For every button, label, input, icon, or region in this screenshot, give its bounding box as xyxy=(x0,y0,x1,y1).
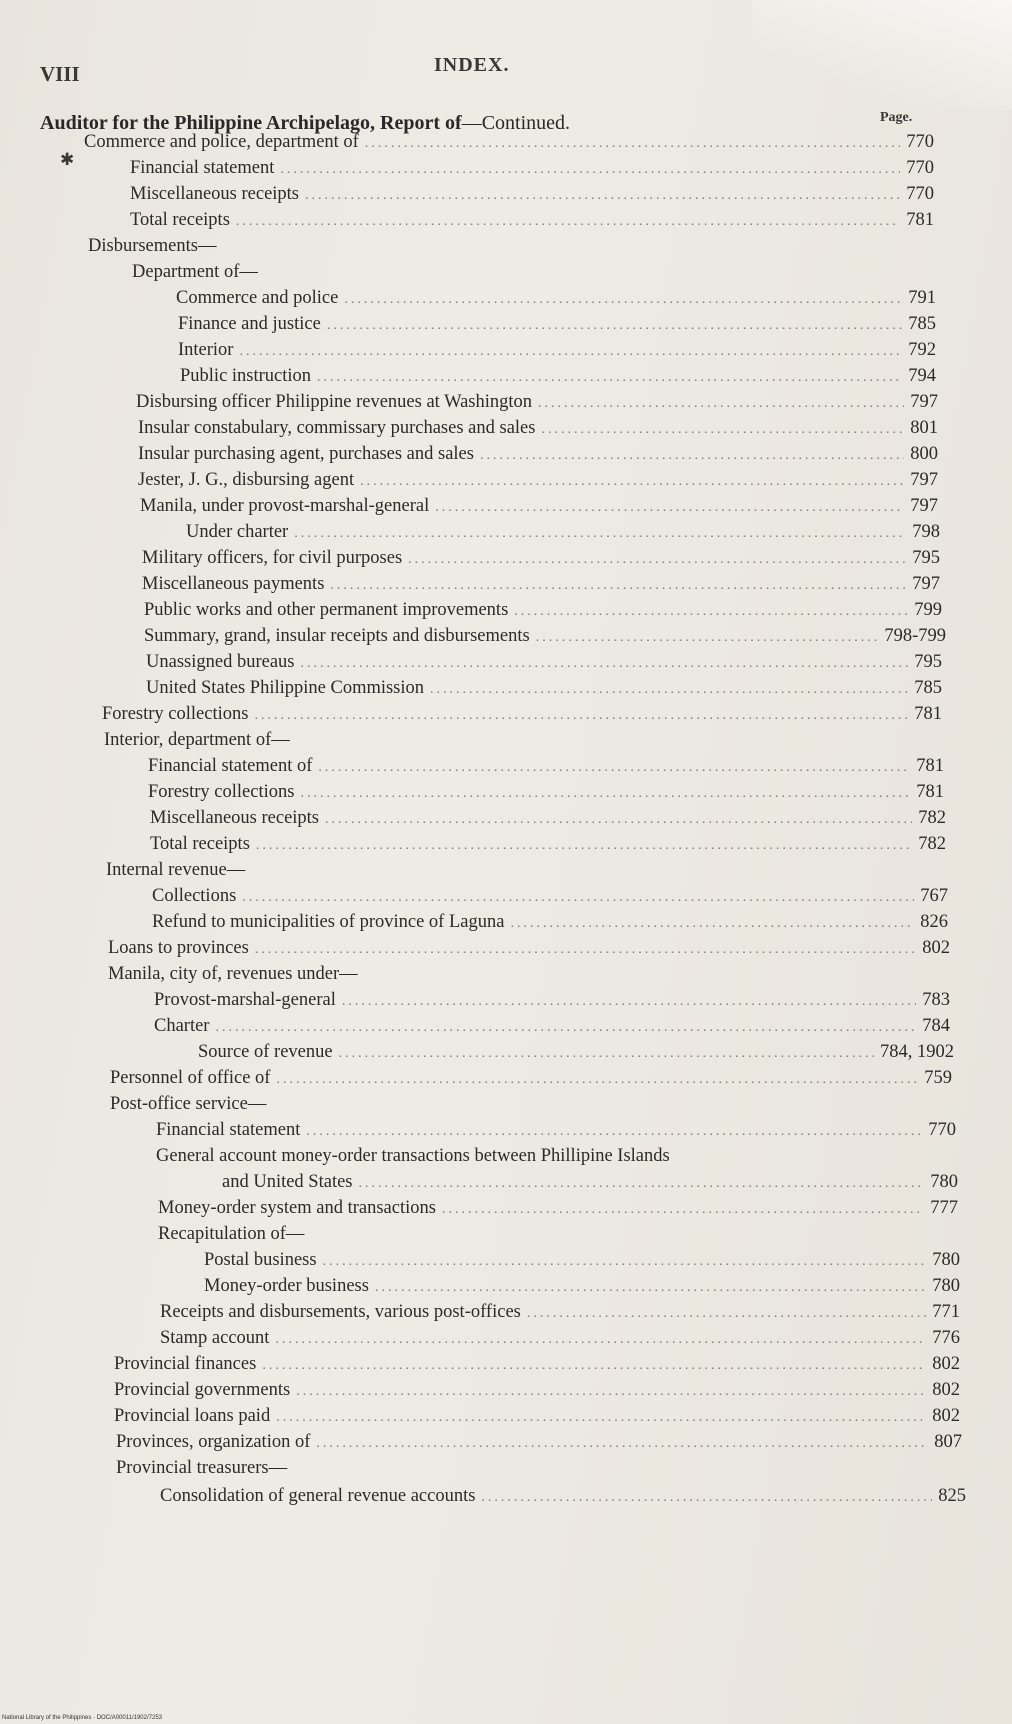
asterisk-marker-icon: ✱ xyxy=(60,150,75,169)
entry-label: Department of— xyxy=(132,262,258,282)
leader-dots xyxy=(330,578,906,594)
index-entry xyxy=(178,340,936,361)
entry-label: Disbursements— xyxy=(88,236,217,256)
index-entry xyxy=(144,626,946,647)
entry-page: 801 xyxy=(910,418,938,438)
entry-page: 784, 1902 xyxy=(880,1042,954,1062)
entry-page: 770 xyxy=(906,184,934,204)
index-entry-heading xyxy=(110,1094,952,1115)
entry-page: 800 xyxy=(910,444,938,464)
entry-page: 770 xyxy=(928,1120,956,1140)
leader-dots xyxy=(325,812,912,828)
index-entry xyxy=(116,1432,962,1453)
index-entry xyxy=(148,756,944,777)
entry-label: Source of revenue xyxy=(198,1042,333,1062)
index-entry xyxy=(158,1198,958,1219)
leader-dots xyxy=(360,474,904,490)
leader-dots xyxy=(480,448,904,464)
entry-page: 826 xyxy=(920,912,948,932)
section-title-text: Auditor for the Philippine Archipelago, Report of xyxy=(40,112,462,134)
entry-label: Summary, grand, insular receipts and disbursements xyxy=(144,626,530,646)
index-entry xyxy=(160,1486,966,1507)
leader-dots xyxy=(435,500,904,516)
entry-label: and United States xyxy=(222,1172,353,1192)
entry-label: General account money-order transactions between Phillipine Islands xyxy=(156,1146,670,1166)
leader-dots xyxy=(275,1332,926,1348)
entry-page: 771 xyxy=(932,1302,960,1322)
leader-dots xyxy=(538,396,904,412)
leader-dots xyxy=(317,370,902,386)
entry-page: 799 xyxy=(914,600,942,620)
entry-label: Money-order system and transactions xyxy=(158,1198,436,1218)
leader-dots xyxy=(430,682,908,698)
entry-label: Stamp account xyxy=(160,1328,270,1348)
leader-dots xyxy=(306,1124,922,1140)
entry-page: 797 xyxy=(910,470,938,490)
entry-label: Manila, under provost-marshal-general xyxy=(140,496,430,516)
index-entry xyxy=(148,782,944,803)
leader-dots xyxy=(276,1072,918,1088)
entry-page: 781 xyxy=(916,782,944,802)
entry-label: Insular constabulary, commissary purchases and sales xyxy=(138,418,536,438)
entry-page: 795 xyxy=(912,548,940,568)
entry-page: 802 xyxy=(932,1380,960,1400)
index-entry xyxy=(180,366,936,387)
entry-label: Miscellaneous receipts xyxy=(150,808,320,828)
entry-label: Forestry collections xyxy=(102,704,249,724)
entry-label: Total receipts xyxy=(150,834,250,854)
entry-label: Internal revenue— xyxy=(106,860,246,880)
index-entry-heading xyxy=(158,1224,958,1245)
index-entry xyxy=(114,1354,960,1375)
entry-label: Military officers, for civil purposes xyxy=(142,548,403,568)
index-entry xyxy=(108,938,950,959)
entry-label: Provincial finances xyxy=(114,1354,257,1374)
entry-label: Miscellaneous payments xyxy=(142,574,325,594)
entry-label: Commerce and police, department of xyxy=(84,132,359,152)
leader-dots xyxy=(254,708,908,724)
entry-page: 795 xyxy=(914,652,942,672)
entry-label: Insular purchasing agent, purchases and sales xyxy=(138,444,474,464)
entry-page: 767 xyxy=(920,886,948,906)
entry-page: 781 xyxy=(914,704,942,724)
leader-dots xyxy=(514,604,908,620)
index-entry xyxy=(130,184,934,205)
entry-page: 785 xyxy=(908,314,936,334)
entry-label: Jester, J. G., disbursing agent xyxy=(138,470,355,490)
entry-page: 780 xyxy=(930,1172,958,1192)
index-entry xyxy=(142,548,940,569)
index-entry-heading xyxy=(156,1146,956,1167)
entry-label: Provincial loans paid xyxy=(114,1406,271,1426)
leader-dots xyxy=(262,1358,926,1374)
entry-label: Miscellaneous receipts xyxy=(130,184,300,204)
leader-dots xyxy=(510,916,914,932)
leader-dots xyxy=(339,1046,874,1062)
entry-page: 759 xyxy=(924,1068,952,1088)
entry-label: Unassigned bureaus xyxy=(146,652,295,672)
leader-dots xyxy=(255,942,916,958)
leader-dots xyxy=(256,838,912,854)
entry-page: 783 xyxy=(922,990,950,1010)
index-entry-heading xyxy=(104,730,944,751)
index-entry-heading xyxy=(108,964,950,985)
index-entry xyxy=(178,314,936,335)
index-entry xyxy=(160,1328,960,1349)
leader-dots xyxy=(242,890,914,906)
index-entry xyxy=(130,158,934,179)
index-entry xyxy=(154,990,950,1011)
index-entry-heading xyxy=(106,860,946,881)
index-entry xyxy=(114,1380,960,1401)
entry-page: 784 xyxy=(922,1016,950,1036)
entry-label: Interior, department of— xyxy=(104,730,290,750)
entry-label: Collections xyxy=(152,886,237,906)
entry-page: 780 xyxy=(932,1250,960,1270)
entry-label: Receipts and disbursements, various post-offices xyxy=(160,1302,521,1322)
leader-dots xyxy=(296,1384,926,1400)
entry-label: Provincial treasurers— xyxy=(116,1458,288,1478)
index-entry xyxy=(198,1042,954,1063)
leader-dots xyxy=(442,1202,924,1218)
leader-dots xyxy=(318,760,910,776)
index-entry xyxy=(204,1276,960,1297)
index-entry xyxy=(138,444,938,465)
entry-label: Manila, city of, revenues under— xyxy=(108,964,358,984)
entry-label: Total receipts xyxy=(130,210,230,230)
leader-dots xyxy=(344,292,902,308)
leader-dots xyxy=(305,188,900,204)
leader-dots xyxy=(359,1176,925,1192)
entry-page: 785 xyxy=(914,678,942,698)
leader-dots xyxy=(375,1280,926,1296)
index-entry-heading xyxy=(116,1458,962,1479)
entry-page: 792 xyxy=(908,340,936,360)
entry-page: 802 xyxy=(922,938,950,958)
leader-dots xyxy=(300,786,910,802)
entry-label: Interior xyxy=(178,340,234,360)
leader-dots xyxy=(527,1306,926,1322)
index-entry-heading xyxy=(132,262,938,283)
index-entry xyxy=(160,1302,960,1323)
entry-label: Finance and justice xyxy=(178,314,321,334)
entry-page: 781 xyxy=(906,210,934,230)
index-entry xyxy=(222,1172,958,1193)
index-entry xyxy=(102,704,942,725)
leader-dots xyxy=(536,630,879,646)
index-entry xyxy=(136,392,938,413)
leader-dots xyxy=(239,344,902,360)
page-header-title: INDEX. xyxy=(434,54,510,76)
index-entry xyxy=(204,1250,960,1271)
entry-page: 770 xyxy=(906,158,934,178)
entry-label: Personnel of office of xyxy=(110,1068,271,1088)
leader-dots xyxy=(316,1436,928,1452)
leader-dots xyxy=(323,1254,927,1270)
entry-label: Recapitulation of— xyxy=(158,1224,305,1244)
index-entry xyxy=(152,912,948,933)
leader-dots xyxy=(276,1410,926,1426)
entry-label: Provinces, organization of xyxy=(116,1432,311,1452)
leader-dots xyxy=(541,422,904,438)
entry-label: Provincial governments xyxy=(114,1380,291,1400)
index-entry xyxy=(154,1016,950,1037)
leader-dots xyxy=(280,162,900,178)
index-entry xyxy=(144,600,942,621)
entry-label: Public works and other permanent improvements xyxy=(144,600,509,620)
entry-label: Post-office service— xyxy=(110,1094,267,1114)
leader-dots xyxy=(294,526,906,542)
page-number: VIII xyxy=(40,62,80,86)
entry-page: 791 xyxy=(908,288,936,308)
scan-credit: National Library of the Philippines · DOC/A00011/1902/7253 xyxy=(2,1715,162,1721)
entry-page: 798 xyxy=(912,522,940,542)
leader-dots xyxy=(236,214,900,230)
entry-label: Financial statement xyxy=(156,1120,301,1140)
index-entry xyxy=(152,886,948,907)
entry-label: Consolidation of general revenue accounts xyxy=(160,1486,476,1506)
entry-page: 780 xyxy=(932,1276,960,1296)
index-entry xyxy=(146,678,942,699)
index-entry xyxy=(146,652,942,673)
entry-label: Provost-marshal-general xyxy=(154,990,336,1010)
index-entry-heading xyxy=(88,236,938,257)
entry-label: Forestry collections xyxy=(148,782,295,802)
continued-label: —Continued. xyxy=(461,112,571,134)
leader-dots xyxy=(408,552,906,568)
leader-dots xyxy=(342,994,916,1010)
index-entry xyxy=(138,470,938,491)
index-entry xyxy=(140,496,938,517)
index-entry xyxy=(150,808,946,829)
leader-dots xyxy=(215,1020,916,1036)
index-entry xyxy=(186,522,940,543)
entry-page: 797 xyxy=(912,574,940,594)
entry-label: Financial statement of xyxy=(148,756,313,776)
entry-page: 782 xyxy=(918,834,946,854)
leader-dots xyxy=(481,1490,932,1506)
entry-page: 794 xyxy=(908,366,936,386)
index-entry xyxy=(84,132,934,153)
entry-label: Under charter xyxy=(186,522,289,542)
entry-page: 802 xyxy=(932,1354,960,1374)
leader-dots xyxy=(327,318,902,334)
entry-label: Commerce and police xyxy=(176,288,339,308)
index-entry xyxy=(114,1406,960,1427)
entry-page: 777 xyxy=(930,1198,958,1218)
entry-page: 807 xyxy=(934,1432,962,1452)
index-entry xyxy=(150,834,946,855)
leader-dots xyxy=(300,656,908,672)
index-entry xyxy=(130,210,934,231)
entry-label: Financial statement xyxy=(130,158,275,178)
entry-label: Loans to provinces xyxy=(108,938,249,958)
index-entry xyxy=(176,288,936,309)
entry-page: 825 xyxy=(938,1486,966,1506)
entry-label: Postal business xyxy=(204,1250,317,1270)
entry-page: 782 xyxy=(918,808,946,828)
entry-label: Public instruction xyxy=(180,366,312,386)
entry-label: Refund to municipalities of province of Laguna xyxy=(152,912,505,932)
entry-page: 797 xyxy=(910,496,938,516)
entry-label: Disbursing officer Philippine revenues at Washington xyxy=(136,392,533,412)
entry-label: Charter xyxy=(154,1016,210,1036)
page-column-label: Page. xyxy=(880,110,913,125)
leader-dots xyxy=(365,136,900,152)
entry-label: United States Philippine Commission xyxy=(146,678,425,698)
index-entry xyxy=(138,418,938,439)
entry-page: 802 xyxy=(932,1406,960,1426)
entry-page: 776 xyxy=(932,1328,960,1348)
entry-page: 781 xyxy=(916,756,944,776)
index-entry xyxy=(110,1068,952,1089)
entry-page: 798-799 xyxy=(884,626,946,646)
index-entry xyxy=(142,574,940,595)
index-entry xyxy=(156,1120,956,1141)
entry-page: 797 xyxy=(910,392,938,412)
entry-page: 770 xyxy=(906,132,934,152)
entry-label: Money-order business xyxy=(204,1276,369,1296)
